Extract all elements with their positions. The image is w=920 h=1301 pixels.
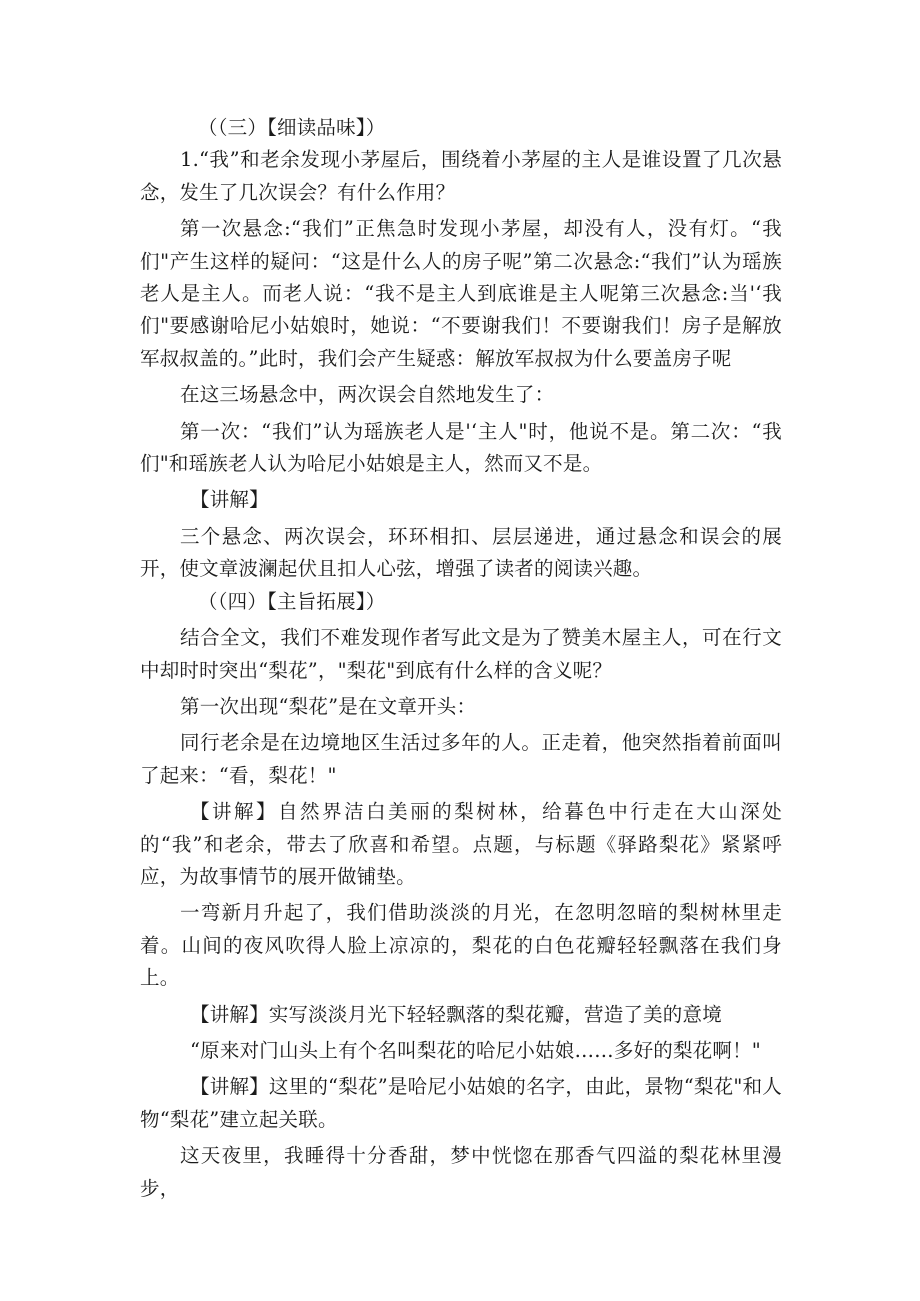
first-appearance-intro: 第一次出现“梨花”是在文章开头：	[180, 694, 477, 718]
section-heading-three: （（三）【细读品味】）	[198, 116, 386, 139]
theme-paragraph: 结合全文，我们不难发现作者写此文是为了赞美木屋主人，可在行文中却时时突出“梨花”，"梨花"到底有什么样的含义呢？	[140, 626, 782, 682]
misunderstanding-paragraph: 第一次：“我们”认为瑶族老人是'‘主人"时，他说不是。第二次：“我们"和瑶族老人认为哈尼小姑娘是主人，然而又不是。	[140, 419, 782, 476]
moon-paragraph: 一弯新月升起了，我们借助淡淡的月光，在忽明忽暗的梨树林里走着。山间的夜风吹得人脸上凉凉的，梨花的白色花瓣轻轻飘落在我们身上。	[140, 901, 782, 990]
question-paragraph: 1.“我”和老余发现小茅屋后，围绕着小茅屋的主人是谁设置了几次悬念，发生了几次误会？有什么作用？	[140, 148, 782, 204]
explanation-paragraph: 三个悬念、两次误会，环环相扣、层层递进，通过悬念和误会的展开，使文章波澜起伏且扣人心弦，增强了读者的阅读兴趣。	[140, 524, 782, 581]
suspense-paragraph: 第一次悬念:“我们”正焦急时发现小茅屋，却没有人，没有灯。“我们"产生这样的疑问：“这是什么人的房子呢”第二次悬念:“我们”认为瑶族老人是主人。而老人说：“我不是主人到底谁是主人呢第三次悬念:当'‘我们"要感谢哈尼小姑娘时，她说：“不要谢我们！不要谢我们！房子是解放军叔叔盖的。”此时，我们会产生疑惑：解放军叔叔为什么要盖房子呢	[140, 217, 782, 370]
section-heading-four: （（四）【主旨拓展】）	[198, 589, 386, 613]
explanation-label: 【讲解】	[190, 488, 269, 512]
explanation-paragraph-4: 【讲解】这里的“梨花”是哈尼小姑娘的名字，由此，景物“梨花"和人物“梨花”建立起关联。	[140, 1075, 782, 1131]
quote-paragraph-2: “原来对门山头上有个名叫梨花的哈尼小姑娘……多好的梨花啊！"	[190, 1038, 761, 1062]
quote-paragraph: 同行老余是在边境地区生活过多年的人。正走着，他突然指着前面叫了起来：“看，梨花！"	[140, 731, 782, 787]
explanation-paragraph-3: 【讲解】实写淡淡月光下轻轻飘落的梨花瓣，营造了美的意境	[190, 1002, 722, 1026]
misunderstanding-intro: 在这三场悬念中，两次误会自然地发生了：	[180, 383, 555, 407]
document-body	[140, 112, 782, 1205]
dream-paragraph: 这天夜里，我睡得十分香甜，梦中恍惚在那香气四溢的梨花林里漫步，	[140, 1144, 782, 1200]
explanation-paragraph-2: 【讲解】自然界洁白美丽的梨树林，给暮色中行走在大山深处的“我”和老余，带去了欣喜和希望。点题，与标题《驿路梨花》紧紧呼应，为故事情节的展开做铺垫。	[140, 800, 782, 888]
